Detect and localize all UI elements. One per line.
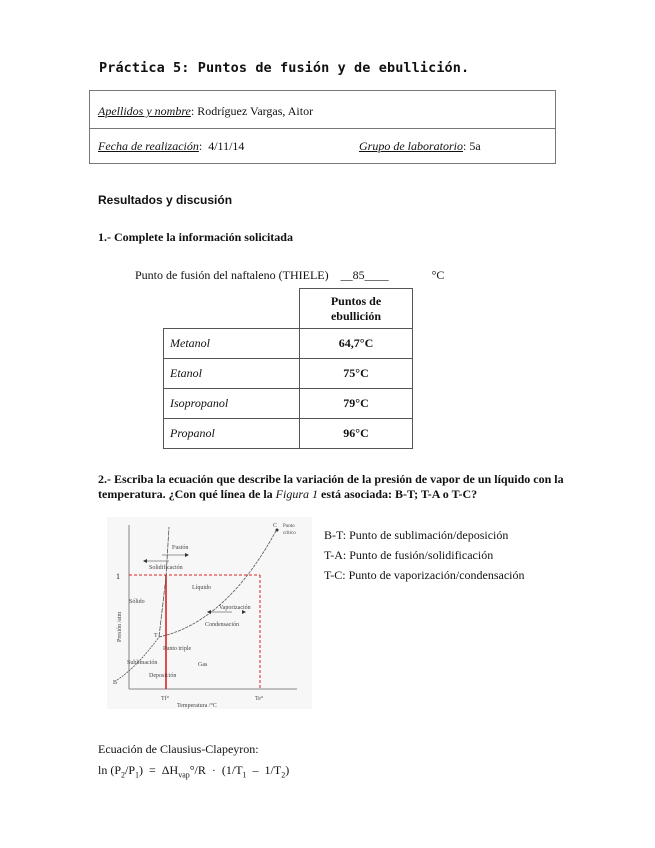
table-row	[164, 389, 413, 419]
naphthalene-value: __85____	[340, 268, 389, 282]
name-value: Rodríguez Vargas, Aitor	[197, 104, 314, 118]
question-2-suffix: está asociada: B-T; T-A o T-C?	[318, 487, 478, 501]
date-value: 4/11/14	[208, 139, 245, 153]
naphthalene-label: Punto de fusión del naftaleno (THIELE)	[135, 268, 329, 282]
table-header-row	[164, 289, 413, 329]
naphthalene-line	[135, 268, 444, 283]
boiling-points-table	[163, 288, 413, 449]
table-corner	[164, 289, 300, 329]
group-value: 5a	[469, 139, 481, 153]
svg-text:Tf°: Tf°	[161, 696, 170, 702]
name-label: Apellidos y nombre	[98, 104, 191, 118]
svg-text:Punto triple: Punto triple	[163, 646, 192, 652]
svg-text:Solidificación: Solidificación	[149, 565, 183, 571]
figure-reference: Figura 1	[275, 487, 318, 501]
compound-name: Etanol	[164, 359, 300, 389]
svg-text:Sólido: Sólido	[129, 599, 145, 605]
svg-text:Presión /atm: Presión /atm	[117, 611, 123, 642]
svg-text:Líquido: Líquido	[192, 585, 211, 591]
student-info-box	[89, 90, 556, 164]
line-legend	[324, 525, 525, 585]
svg-text:Deposición: Deposición	[149, 673, 177, 679]
compound-name: Propanol	[164, 419, 300, 449]
phase-diagram	[107, 517, 312, 709]
svg-text:Vaporización: Vaporización	[219, 605, 251, 611]
svg-text:T: T	[154, 633, 158, 639]
svg-text:Fusión: Fusión	[172, 545, 189, 551]
date-label: Fecha de realización	[98, 139, 199, 153]
legend-bt: B-T: Punto de sublimación/deposición	[324, 528, 509, 542]
compound-name: Metanol	[164, 329, 300, 359]
svg-text:Sublimación: Sublimación	[127, 660, 158, 666]
group-label: Grupo de laboratorio	[359, 139, 464, 153]
question-1-heading: 1.- Complete la información solicitada	[98, 230, 293, 244]
table-row	[164, 329, 413, 359]
svg-text:Condensación: Condensación	[205, 622, 239, 628]
table-header: Puntos de ebullición	[300, 289, 413, 329]
clausius-clapeyron-equation: $\ln (P_2/P_1) = \Delta H_{vap}^\circ/R \cdot (1/T_1 - 1/T_2)$	[98, 763, 290, 780]
page-title: Práctica 5: Puntos de fusión y de ebullición.	[99, 60, 470, 76]
legend-ta: T-A: Punto de fusión/solidificación	[324, 548, 494, 562]
boiling-point: 96°C	[300, 419, 413, 449]
equation-title: Ecuación de Clausius-Clapeyron:	[98, 742, 259, 756]
table-row	[164, 419, 413, 449]
svg-text:C: C	[273, 523, 278, 529]
question-2-heading	[98, 472, 568, 502]
legend-tc: T-C: Punto de vaporización/condensación	[324, 568, 525, 582]
compound-name: Isopropanol	[164, 389, 300, 419]
boiling-point: 79°C	[300, 389, 413, 419]
svg-text:B: B	[113, 680, 118, 686]
date-group-row: Fecha de realización: 4/11/14 Grupo de laboratorio: 5a	[98, 139, 481, 153]
name-row: Apellidos y nombre: Rodríguez Vargas, Aitor	[90, 91, 555, 129]
boiling-point: 75°C	[300, 359, 413, 389]
svg-text:Gas: Gas	[198, 662, 208, 668]
svg-text:Te°: Te°	[255, 696, 264, 702]
svg-text:Punto: Punto	[283, 524, 295, 529]
svg-text:crítico: crítico	[283, 531, 296, 536]
question-2-text: 2.- Escriba la ecuación que describe la variación de la presión de vapor de un líquido con la temperatura. ¿Con qué línea de la	[98, 472, 564, 501]
table-row	[164, 359, 413, 389]
naphthalene-unit: °C	[431, 268, 445, 282]
section-heading: Resultados y discusión	[98, 193, 233, 207]
svg-text:1: 1	[116, 572, 120, 581]
boiling-point: 64,7°C	[300, 329, 413, 359]
svg-text:Temperatura /°C: Temperatura /°C	[177, 703, 217, 709]
